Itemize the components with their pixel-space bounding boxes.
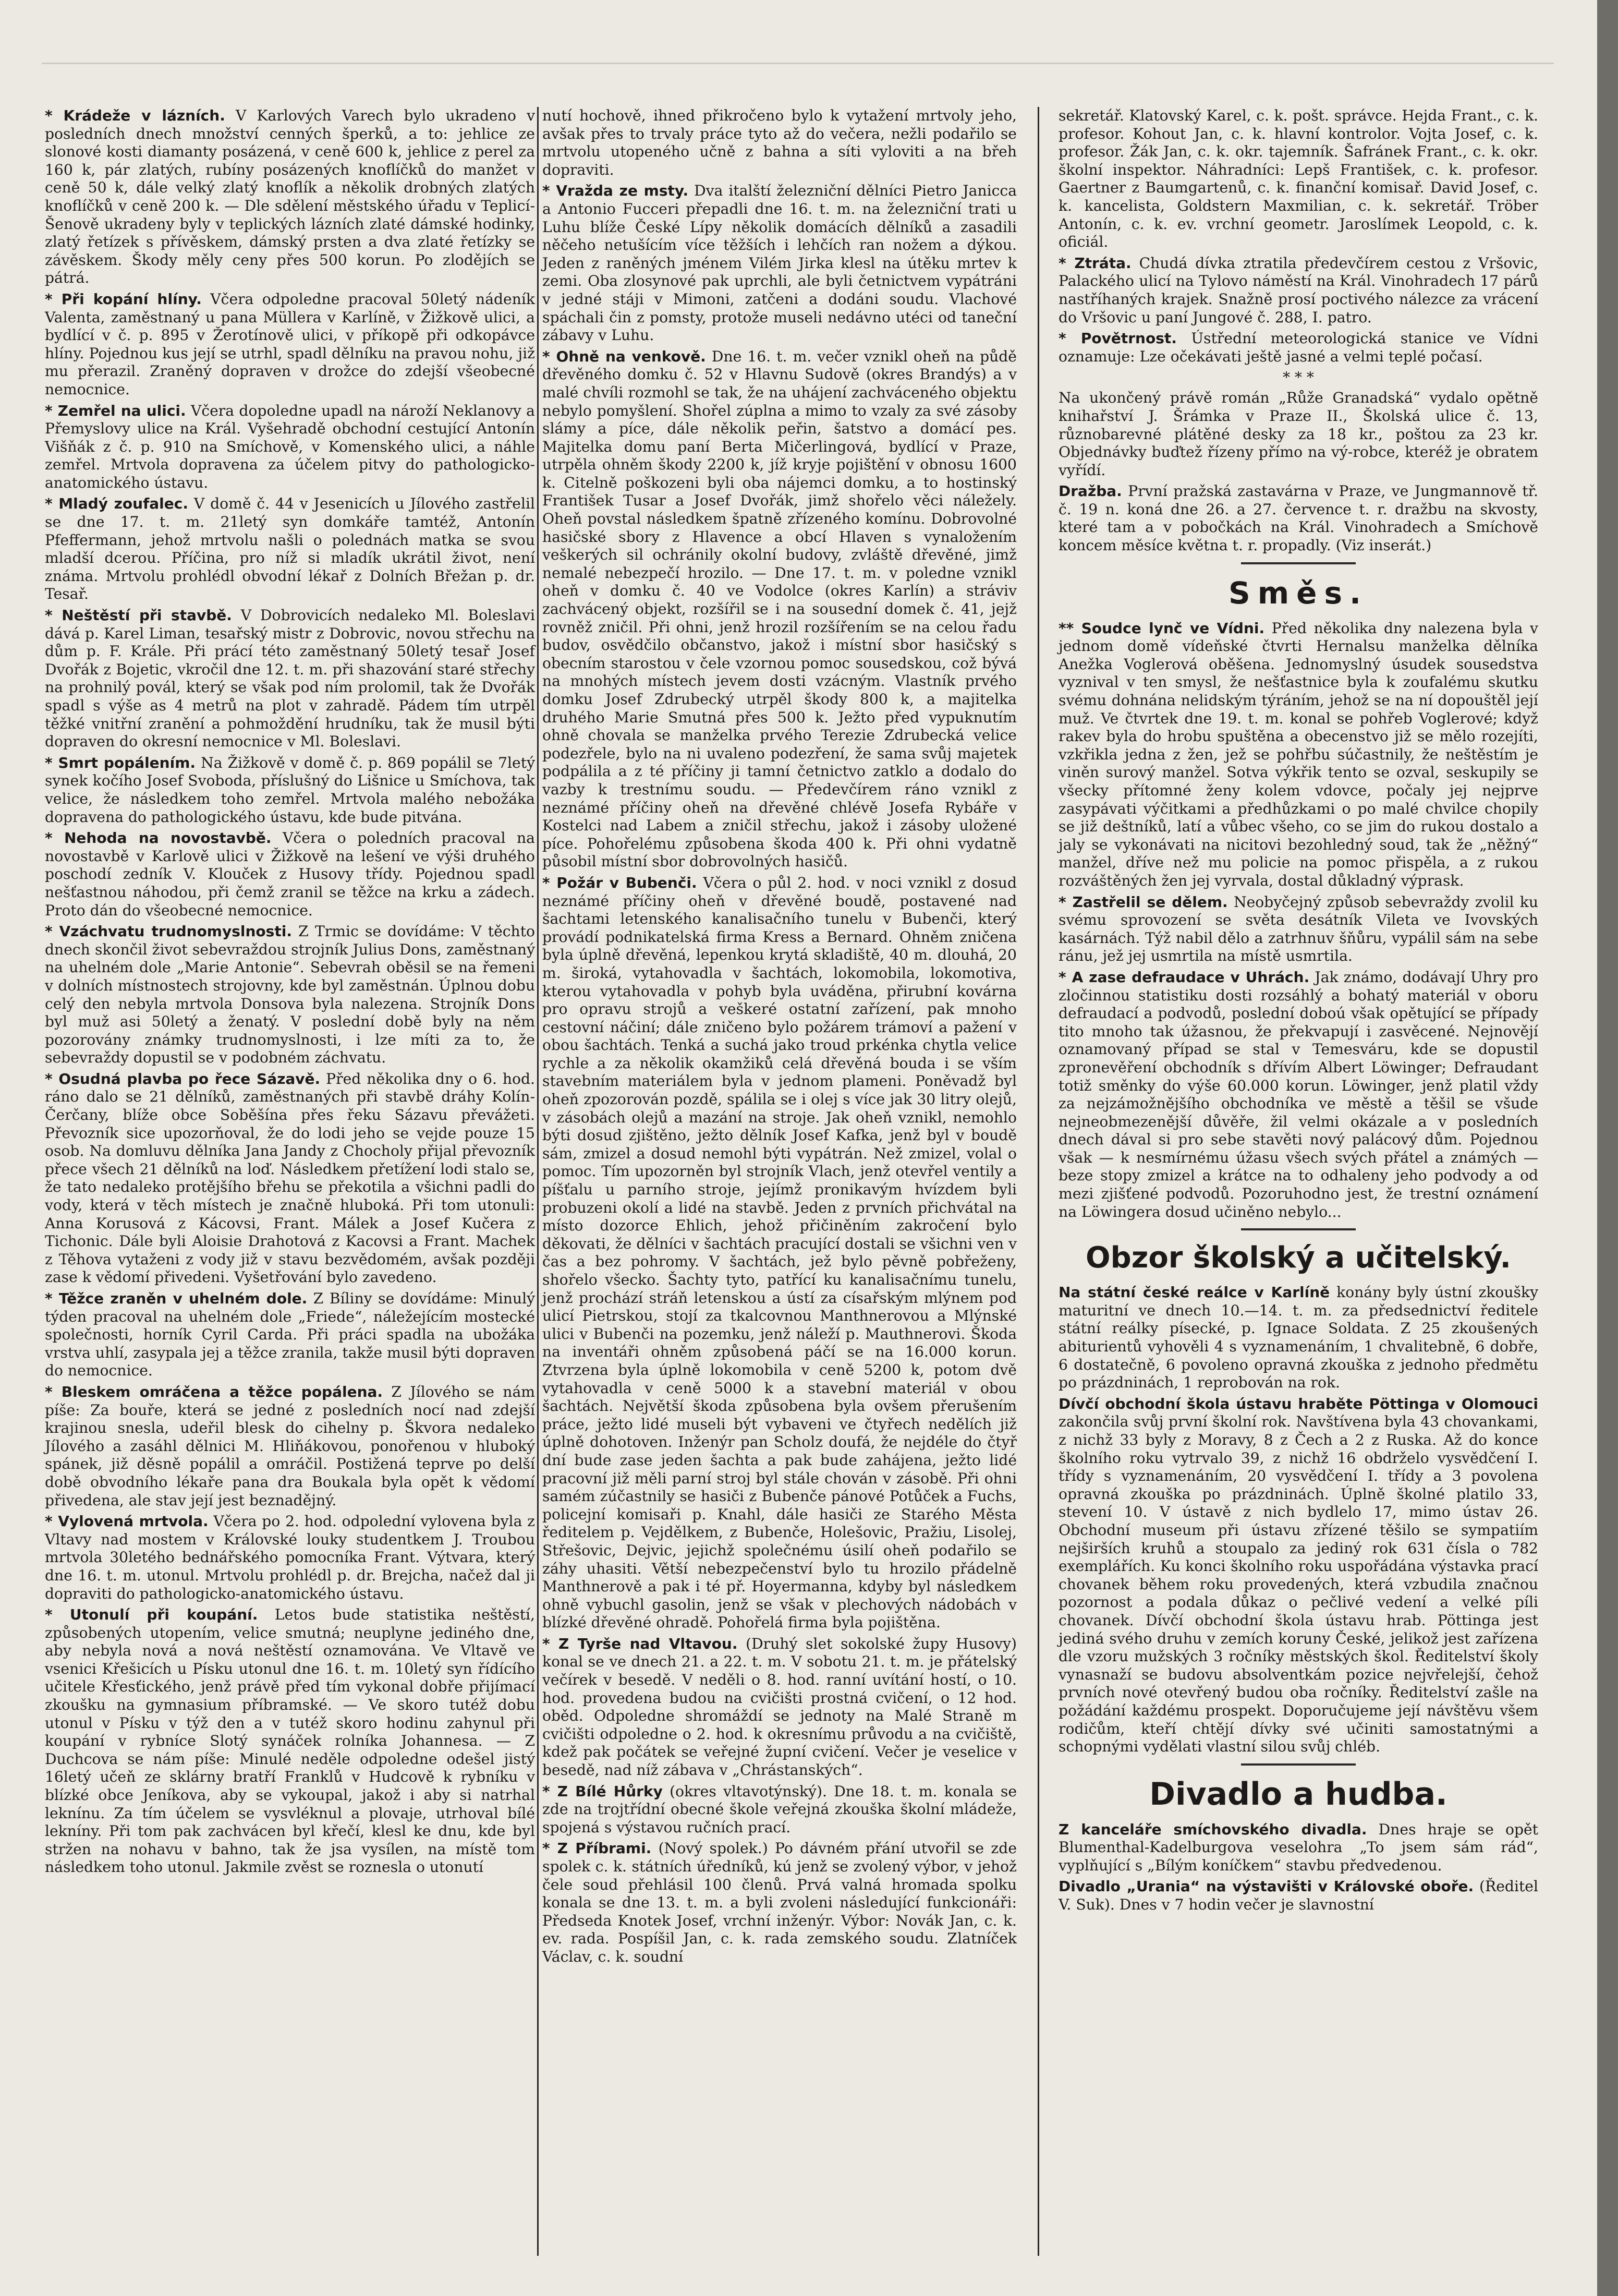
- news-body: Z Jílového se nám píše: Za bouře, která se jedné z posledních nocí nad zdejší krajinou snesla, udeřil blesk do cihelny p. Škvora nedaleko Jílového a zasáhl dělnici M. Hliňákovou, ponořenou v hluboký spánek, již děsně popálil a omráčil. Postižená teprve po delší době obvodního lékaře pana dra Boukala byla opět k vědomí přivedena, ale stav její jest beznadějný.: [45, 1383, 535, 1509]
- horizontal-rule: [1241, 1228, 1356, 1230]
- news-body: (Ředitel V. Suk). Dnes v 7 hodin večer je slavnostní: [1059, 1878, 1538, 1914]
- news-headline: * Vražda ze msty.: [542, 182, 689, 200]
- news-headline: * Utonulí při koupání.: [45, 1606, 258, 1624]
- news-headline: * Z Příbrami.: [542, 1840, 652, 1857]
- news-body: (Druhý slet sokolské župy Husovy) konal se ve dnech 21. a 22. t. m. V sobotu 21. t. m. je přátelský večírek v besedě. V neděli o 8. hod. ranní uvítání hostí, o 10. hod. provedena budou na cvičišti prostná cvičení, o 12 hod. oběd. Odpoledne shromáždí se jednoty na Malé Straně m cvičišti odpoledne o 2. hod. k okresnímu průvodu a na cvičiště, kdež pak počátek se veřejné župní cvičení. Večer je veselice v besedě, nad níž zábava v „Chrástanských“.: [542, 1635, 1017, 1779]
- news-body: Chudá dívka ztratila předevčírem cestou z Vršovic, Palackého ulicí na Tylovo náměstí na Král. Vinohradech 17 párů nastříhaných krajek. Snažně prosí poctivého nálezce za vrácení do Vršovic u paní Jungové č. 288, I. patro.: [1059, 254, 1538, 326]
- news-item: [542, 348, 1017, 871]
- column-three: [1059, 107, 1538, 1917]
- news-body: Ústřední meteorologická stanice ve Vídni oznamuje: Lze očekávati ještě jasné a velmi teplé počasí.: [1059, 330, 1538, 365]
- news-item: [1059, 969, 1538, 1221]
- news-item: [45, 291, 535, 399]
- news-headline: * Z Tyrše nad Vltavou.: [542, 1635, 738, 1652]
- news-item: [45, 923, 535, 1067]
- news-body: Z Bíliny se dovídáme: Minulý týden pracoval na uhelném dole „Friede“, náležejícím mostecké společnosti, horník Cyril Carda. Při práci spadla na ubožáka vrstva uhlí, zasypala jej a těžce zranila, takže musil býti dopraven do nemocnice.: [45, 1290, 536, 1380]
- news-headline: * Ohně na venkově.: [542, 347, 706, 365]
- news-headline: * Neštěstí při stavbě.: [45, 607, 232, 624]
- news-body: Na ukončený právě román „Růže Granadská“ vydalo opětně knihařství J. Šrámka v Praze II., Školská ulice č. 13, různobarevné plátěné desky za 18 kr., poštou za 23 kr. Objednávky buďtež řízeny přímo na vý-robce, kteréž je obratem vyřídí.: [1059, 389, 1538, 479]
- news-item: [45, 1290, 535, 1380]
- column-one: [45, 107, 535, 1880]
- news-body: Na Žižkově v domě č. p. 869 popálil se 7letý synek kočího Josef Svoboda, příslušný do Lišnice u Smíchova, tak velice, že následkem toho zemřel. Mrtvola malého nebožáka dopravena do pathologického ústavu, kde bude pitvána.: [45, 754, 535, 826]
- news-item: [45, 107, 535, 287]
- news-headline: * Vzáchvatu trudnomyslnosti.: [45, 923, 292, 940]
- news-headline: * Požár v Bubenči.: [542, 874, 697, 891]
- news-headline: Dražba.: [1059, 482, 1122, 500]
- section-heading: Směs.: [1228, 575, 1369, 611]
- news-body: Neobyčejný způsob sebevraždy zvolil ku svému sprovození se světa desátník Vileta ve Ivovských kasárnách. Týž nabil dělo a zatrhnuv šňůru, vypálil sám na sebe ránu, jež jej usmrtila na místě usmrtila.: [1059, 893, 1538, 965]
- news-body: konány byly ústní zkoušky maturitní ve dnech 10.—14. t. m. za předsednictví ředitele státní reálky písecké, p. Ignace Soldata. Z 25 zkoušených abiturientů vyhověli 4 s vyznamenáním, 1 chvalitebně, 6 dobře, 6 dostatečně, 6 povoleno opravná zkouška z jednoho předmětu po prázdninách, 1 reprobován na rok.: [1059, 1284, 1538, 1392]
- news-item: [1059, 1395, 1538, 1756]
- news-body: zakončila svůj první školní rok. Navštívena byla 43 chovankami, z nichž 33 byly z Moravy, 8 z Čech a 2 z Ruska. Až do konce školního roku vytrvalo 39, z nichž 16 obdrželo vysvědčení I. třídy s vyznamenáním, 20 vysvědčení I. třídy a 3 povolena opravná zkouška po prázdninách. Úplně školné platilo 33, stevení 10. V ústavě z nich bydlelo 17, mimo ústav 26. Obchodní museum při ústavu zřízené těšilo se sympatiím nejširších kruhů a stoupalo za jediný rok 631 čísla o 782 exemplářích. Ku konci školního roku uspořádána výstavka prací chovanek během roku provedených, která vzbudila značnou pozornost a podala důkaz o pečlivé vedení a velké píli chovanek. Dívčí obchodní škola ústavu hrab. Pöttinga jest jediná svého druhu v zemích koruny České, jelikož jest zařízena dle vzoru mužských 3 ročníky městských škol. Ředitelství školy vynasnaží se budovu absolventkám pozice nejvřelejší, čehož prvních nové otevřený budou oba ročníky. Ředitelství zašle na požádání každému prospekt. Doporučujeme její návštěvu všem rodičům, kteří chtějí dívky své učiniti samostatnými a schopnými vydělati vlastní silou svůj chléb.: [1059, 1413, 1538, 1756]
- news-body: sekretář. Klatovský Karel, c. k. pošt. správce. Hejda Frant., c. k. profesor. Kohout Jan, c. k. hlavní kontrolor. Vojta Josef, c. k. profesor. Žák Jan, c. k. okr. tajemník. Šafránek Frant., c. k. okr. školní inspektor. Náhradníci: Lepš František, c. k. profesor. Gaertner z Baumgartenů, c. k. finanční komisař. David Josef, c. k. kancelista, Goldstern Maxmilian, c. k. sekretář. Tröber Antonín, c. k. ev. vrchní geometr. Jaroslímek Leopold, c. k. oficiál.: [1059, 107, 1538, 251]
- news-body: V Karlových Varech bylo ukradeno v posledních dnech množství cenných šperků, a to: jehlice ze slonové kosti diamanty posázená, v ceně 600 k, jehlice z perel za 160 k, pár zlatých, rubíny posázených knoflíčků do manžet v ceně 50 k, dále velký zlatý knoflík a několik drobných zlatých knoflíčků v ceně 200 k. — Dle sdělení městského úřadu v Teplicí-Šenově ukradeny byly v teplických lázních zlaté dámské hodinky, zlatý řetízek s přívěskem, dámský prsten a dva zlaté řetízky se závěskem. Škody měly ceny přes 500 korun. Po zlodějích se pátrá.: [45, 107, 535, 287]
- news-body: Včera dopoledne upadl na nároží Neklanovy a Přemyslovy ulice na Král. Vyšehradě obchodní cestující Antonín Višňák z č. p. 910 na Smíchově, v Komenského ulici, a náhle zemřel. Mrtvola dopravena za účelem pitvy do pathologicko-anatomického ústavu.: [45, 402, 535, 491]
- news-item: [542, 107, 1017, 179]
- news-headline: Z kanceláře smíchovského divadla.: [1059, 1820, 1367, 1838]
- section-heading: Obzor školský a učitelský.: [1086, 1241, 1511, 1275]
- news-item: [1059, 1821, 1538, 1875]
- news-body: Včera o poledních pracoval na novostavbě v Karlově ulici v Žižkově na lešení ve výši druhého poschodí zedník V. Klouček z Husovy třídy. Pojednou spadl nešťastnou náhodou, při čemž zranil se těžce na krku a zádech. Proto dán do všeobecné nemocnice.: [45, 829, 535, 919]
- news-item: [542, 1783, 1017, 1837]
- news-body: Včera odpoledne pracoval 50letý nádeník Valenta, zaměstnaný u pana Müllera v Karlíně, v Žižkově ulici, a bydlící v č. p. 895 v Žerotínově ulici, v příkopě při odkopávce hlíny. Pojednou kus její se utrhl, spadl dělníku na pravou nohu, již mu přerazil. Zraněný dopraven v drožce do zdejší všeobecné nemocnice.: [45, 290, 535, 398]
- news-item: [542, 182, 1017, 344]
- news-headline: * Osudná plavba po řece Sázavě.: [45, 1070, 321, 1087]
- news-headline: * Vylovená mrtvola.: [45, 1513, 209, 1530]
- news-body: První pražská zastavárna v Praze, ve Jungmannově tř. č. 19 n. koná dne 26. a 27. července t. r. dražbu na skvosty, které tam a v pobočkách na Král. Vinohradech a Smíchově koncem měsíce května t. r. propadly. (Viz inserát.): [1059, 482, 1538, 554]
- news-item: [45, 495, 535, 603]
- column-divider: [537, 107, 539, 2256]
- news-headline: * Krádeže v lázních.: [45, 107, 225, 124]
- news-item: [542, 1635, 1017, 1780]
- news-item: [45, 1070, 535, 1287]
- news-item: [45, 1383, 535, 1509]
- news-item: [45, 402, 535, 492]
- news-headline: * Zastřelil se dělem.: [1059, 893, 1228, 911]
- horizontal-rule: [1241, 562, 1356, 564]
- news-headline: Dívčí obchodní škola ústavu hraběte Pöttinga v Olomouci: [1059, 1395, 1538, 1412]
- news-body: Před několika dny nalezena byla v jednom domě vídeňské čtvrti Hernalsu manželka dělníka Anežka Voglerová oběšena. Jednomyslný úsudek sousedstva vyznival v ten smysl, že nešťastnice byla k zoufalému skutku svému dohnána nelidským týráním, jehož se na ní dopouštěl její muž. Ve čtvrtek dne 19. t. m. konal se pohřeb Voglerové; když rakev byla do hrobu spuštěna a obecenstvo již se mělo rozejíti, vzkřikla jedna z žen, jež se pohřbu súčastnily, že neštěstím je viněn surový manžel. Sotva výkřik tento se ozval, seskupily se všecky přítomné ženy kolem vdovce, počaly jej nejprve zasypávati výčitkami a předhůzkami o po malé chvilce chopily se již deštníků, latí a vůbec všeho, co se jim do rukou dostalo a jaly se vykonávati na nicitovi bezohledný soud, tak že „něžný“ manžel, dříve než mu policie na pomoc přispěla, a z rukou rozváštěných žen jej vyrvala, dostal důkladný výprask.: [1059, 619, 1538, 889]
- news-headline: * Nehoda na novostavbě.: [45, 829, 272, 847]
- news-body: Z Trmic se dovídáme: V těchto dnech skončil život sebevraždou strojník Julius Dons, zaměstnaný na uhelném dole „Marie Antonie“. Sebevrah oběsil se na řemeni v dolních místnostech strojovny, kde byl zaměstnán. Úplnou dobu celý den nebyla mrtvola Donsova byla nalezena. Strojník Dons byl muž asi 50letý a ženatý. V poslední době byly na něm pozorovány známky trudnomyslnosti, i lze míti za to, že sebevraždy dopustil se v podobném záchvatu.: [45, 923, 535, 1067]
- news-headline: * Při kopání hlíny.: [45, 290, 202, 308]
- news-item: [1059, 482, 1538, 554]
- news-body: Jak známo, dodávají Uhry pro zločinnou statistiku dosti rozsáhlý a bohatý materiál v oboru defraudací a podvodů, poslední doboú však opětující se případy tito mnoho tak úžasnou, že překvapují i zasvěcené. Nejnovějí oznamovaný případ se stal v Temesváru, kde se dopustil zpronevěření obchodník s dřívím Albert Löwinger; Defraudant totiž směnky do výše 60.000 korun. Löwinger, jenž platil vždy za nejzámožnějšího obchodníka ve městě a těšil se všude nejneobmezenější důvěře, žil velmi okázale a v posledních dnech dával si pro sebe stavěti nový palácový dům. Pojednou však — k nesmírnému úžasu všech svých přátel a známých — beze stopy zmizel a krátce na to odhaleny jeho podvody a od mezi zjišťené podvodů. Pozoruhodno jest, že trestní oznámení na Löwingera dosud učiněno nebylo...: [1059, 968, 1538, 1220]
- news-item: [45, 1513, 535, 1603]
- paper-scratch-decoration: [42, 63, 1554, 64]
- news-body: (Nový spolek.) Po dávném přání utvořil se zde spolek c. k. státních úředníků, kú jenž se zvolený výbor, v jehož čele soud přehlásil 100 členů. Prvá valná hromada spolku konala se dne 13. t. m. a byli zvoleni následující funkcionáři: Předseda Knotek Josef, vrchní inženýr. Výbor: Novák Jan, c. k. ev. rada. Pospíšil Jan, c. k. rada zemského soudu. Zlatníček Václav, c. k. soudní: [542, 1840, 1017, 1965]
- news-body: Dnes hraje se opět Blumenthal-Kadelburgova veselohra „To jsem sám rád“, vyplňující s „Bílým koníčkem“ stavbu předvedenou.: [1059, 1820, 1539, 1874]
- news-headline: * A zase defraudace v Uhrách.: [1059, 968, 1310, 986]
- news-body: Letos bude statistika neštěstí, způsobených utopením, velice smutná; neuplyne jediného dne, aby nebyla nová a nová neštěstí oznamována. Ve Vltavě ve vsenici Křešicích u Písku utonul dne 16. t. m. 10letý syn řídícího učitele Křesťického, jenž právě před tím vykonal dobře přijímací zkoušku na gymnasium příbramské. — Ve skoro tutéž dobu utonul v Písku v týž den a v tutéž skoro hodinu zahynul při koupání v rybníce Slotý synáček rolníka Johannesa. — Z Duchcova se nám píše: Minulé neděle odpoledne odešel jistý 16letý učeň ze sklárny bratří Franklů v Hudcově k rybníku v blízké obce Jeníkova, aby se vykoupal, jakož i aby si natrhal leknínu. Za tím účelem se vysvléknul a plovaje, utrhoval bílé lekníny. Při tom pak zachvácen byl křečí, klesl ke dnu, kde byl stržen na nohavu v bahno, tak že jsa vysílen, na místě tom následkem toho utonul. Jakmile zvěst se roznesla o utonutí: [45, 1606, 535, 1876]
- column-two: [542, 107, 1017, 1969]
- separator-stars: * * *: [1283, 369, 1314, 386]
- news-body: V Dobrovicích nedaleko Ml. Boleslavi dává p. Karel Liman, tesařský mistr z Dobrovic, novou střechu na dům p. F. Krále. Při prácí této zaměstnaný 50letý tesař Josef Dvořák z Bojetic, vkročil dne 12. t. m. při shazování staré střechy na prohnilý povál, který se však pod ním prolomil, tak že Dvořák spadl s výše as 4 metrů na plot v zahradě. Pádem tím utrpěl těžké vnitřní zranění a pohmoždění hrudníku, tak že musil býti dopraven do okresní nemocnice v Ml. Boleslavi.: [45, 607, 535, 751]
- horizontal-rule: [1241, 1763, 1356, 1766]
- news-headline: * Bleskem omráčena a těžce popálena.: [45, 1383, 383, 1400]
- news-item: [1059, 893, 1538, 965]
- section-heading: Divadlo a hudba.: [1149, 1775, 1447, 1812]
- news-body: V domě č. 44 v Jesenicích u Jílového zastřelil se dne 17. t. m. 21letý syn domkáře tamtéž, Antonín Pfeffermann, jehož mrtvolu našli o polednách matka se svou mladší dcerou. Příčina, pro níž si mladík ukrátil život, není známa. Mrtvolu prohlédl obvodní lékař z Dolních Břežan p. dr. Tesař.: [45, 495, 535, 603]
- page-edge-shadow: [1597, 0, 1618, 2296]
- news-headline: * Těžce zraněn v uhelném dole.: [45, 1290, 308, 1307]
- column-divider: [1038, 107, 1039, 2256]
- news-item: [45, 1606, 535, 1877]
- news-body: (okres vltavotýnský). Dne 18. t. m. konala se zde na trojtřídní obecné škole veřejná zkouška školní mládeže, spojená s výstavou ručních prací.: [542, 1782, 1017, 1836]
- news-item: [1059, 330, 1538, 366]
- news-headline: * Zemřel na ulici.: [45, 402, 186, 419]
- news-body: Včera o půl 2. hod. v noci vznikl z dosud neznámé příčiny oheň v dřevěné boudě, postavené nad šachtami letenského kanalisačního tunelu v Bubenči, který provádí podnikatelská firma Kress a Bernard. Ohněm zničena byla úplně dřevěná, lepenkou krytá skladiště, 40 m. dlouhá, 20 m. široká, vytahovadla v šachtách, lokomobila, lokomotiva, kterou vytahovadla v pohyb byla uváděna, přirubní kovárna pro opravu strojů a veškeré ostatní zařízení, pak mnoho cestovní náčiní; dále zničeno bylo požárem trámoví a pažení v obou šachtách. Tenká a suchá jako troud prkénka chytla velice rychle a za několik okamžiků celá dřevěná bouda i se vším stavebním materiálem byla v jednom plameni. Poněvadž byl oheň zpozorován pozdě, spálila se i olej s více jak 30 litry olejů, v zásobách olejů a mazání na stroje. Jak oheň vznikl, nemohlo býti dosud zjištěno, ježto dělník Josef Kafka, jenž byl v boudě sám, zmizel a dosud nemohl býti vypátrán. Než zmizel, volal o pomoc. Tím upozorněn byl strojník Vlach, jenž otevřel ventily a píšťalu u parního stroje, jejímž pronikavým hvízdem byli probuzeni okolí a lidé na stavbě. Jeden z prvních přichvátal na místo dozorce Ehlich, jehož přičiněním zakročení bylo děkovati, že dělníci v šachtách pracující dostali se všichni ven v čas a bez pohromy. V šachtách, jež bylo pěvně pobřeženy, shořelo všecko. Šachty tyto, patřící ku kanalisačnímu tunelu, jenž prochází stráň letenskou a ústí za císařským mlýnem pod ulicí Pietrskou, stojí za tkalcovnou Manthnerovou a Mlýnské ulici v Bubenči na pozemku, jenž náleží p. Mauthnerovi. Škoda na inventáři ohněm způsobená páčí se na 16.000 korun. Ztvrzena byla úplně lokomobila v ceně 5200 k, potom dvě vytahovadla v ceně 5000 k a stavební materiál v obou šachtách. Největší škoda způsobena byla ovšem přerušením práce, ježto lidé museli být vybaveni ve čtyřech nedělích již úplně dohotoven. Inženýr pan Scholz doufá, že nejdéle do čtyř dní bude zase jeden šachta a pak bude zahájena, ježto lidé pracovní již měli parní stroj byl stále chován v zásobě. Při ohni samém zúčastnily se hasiči z Bubenče pánové Potůček a Fuchs, policejní komisaři p. Knahl, dále hasiči ze Starého Města ředitelem p. Vejdělkem, z Bubenče, Holešovic, Pražiu, Lisolej, Střešovic, Dejvic, jejichž společnému úsilí oheň podařilo se záhy uhasiti. Větší nebezpečenství bylo tu hrozilo přádelně Manthnerově a pak i té př. Hoyermanna, kdyby byl následkem ohně vybuchl gasolin, jenž se však v plechových nádobách v blízké dřevěné ohradě. Pohořelá firma byla pojištěna.: [542, 874, 1017, 1632]
- news-item: [1059, 107, 1538, 251]
- news-item: [542, 1840, 1017, 1966]
- news-item: [1059, 1878, 1538, 1914]
- news-item: [45, 829, 535, 920]
- news-headline: * Ztráta.: [1059, 254, 1132, 272]
- news-item: [1059, 255, 1538, 327]
- news-body: Dva italští železniční dělníci Pietro Janicca a Antonio Fucceri přepadli dne 16. t. m. na železniční trati u Luhu blíže České Lípy několik domácích dělníků a zasadili něčeho netušícím více těžších i lehčích ran nožem a dýkou. Jeden z raněných jménem Vilém Jirka klesl na útěku mrtev k zemi. Oba zlosynové pak uprchli, ale byli četnictvem vypátráni v jedné stáji v Mimoni, zatčeni a dodáni soudu. Vlachové spáchali čin z pomsty, protože museli nedávno utéci od taneční zábavy v Luhu.: [542, 182, 1017, 344]
- news-item: [1059, 389, 1538, 479]
- news-item: [45, 607, 535, 751]
- news-headline: * Smrt popálením.: [45, 754, 196, 771]
- news-headline: Na státní české reálce v Karlíně: [1059, 1284, 1330, 1301]
- news-body: nutí hochově, ihned přikročeno bylo k vytažení mrtvoly jeho, avšak přes to trvaly práce tyto až do večera, nežli podařilo se mrtvolu utopeného učně z bahna a síti vyloviti a na břeh dopraviti.: [542, 107, 1017, 178]
- news-item: [1059, 620, 1538, 890]
- news-body: Před několika dny o 6. hod. ráno dalo se 21 dělníků, zaměstnaných při stavbě dráhy Kolín-Čerčany, blíže obce Soběšína přes řeku Sázavu převážeti. Převozník sice upozorňoval, že do lodi jeho se vejde pouze 15 osob. Na domluvu dělníka Jana Jandy z Chocholy přijal převozník přece všech 21 dělníků na loď. Následkem přetížení lodi stalo se, že tato nedaleko protějšího břehu se překotila a všichni padli do vody, která v těch místech je značně hluboká. Při tom utonuli: Anna Korusová z Kácovsi, Frant. Málek a Josef Kučera z Tichonic. Dále byli Aloisie Drahotová z Kacovsi a Frant. Machek z Těhova vytaženi z vody již v stavu bezvědomém, avšak později zase k vědomí přivedeni. Vyšetřování bylo zavedeno.: [45, 1070, 535, 1286]
- news-item: [1059, 1284, 1538, 1392]
- news-body: Včera po 2. hod. odpolední vylovena byla z Vltavy nad mostem v Královské louky studentkem J. Troubou mrtvola 30letého bednářského pomocníka Frant. Výtvara, který dne 16. t. m. utonul. Mrtvolu prohlédl p. dr. Brejcha, načež dal ji dopraviti do pathologicko-anatomického ústavu.: [45, 1513, 536, 1602]
- news-item: [45, 754, 535, 826]
- news-headline: ** Soudce lynč ve Vídni.: [1059, 619, 1265, 637]
- news-headline: Divadlo „Urania“ na výstavišti v Královské oboře.: [1059, 1878, 1474, 1895]
- news-headline: * Z Bílé Hůrky: [542, 1782, 663, 1800]
- news-headline: * Mladý zoufalec.: [45, 495, 188, 513]
- news-item: [542, 874, 1017, 1632]
- news-headline: * Povětrnost.: [1059, 330, 1177, 347]
- news-body: Dne 16. t. m. večer vznikl oheň na půdě dřevěného domku č. 52 v Hlavnu Sudově (okres Brandýs) a v malé chvíli rozmohl se tak, že na uhájení zachváceného objektu nebylo pomyšlení. Shořel zúplna a mimo to vzaly za své zásoby slámy a píce, dále několik peřin, šatstvo a domácí pes. Majitelka domu paní Berta Mičerlingová, bydlící v Praze, utrpěla ohněm škody 2200 k, jíž kryje pojištění v obnosu 1600 k. Citelně poškozeni byli oba nájemci domku, a to hostinský František Tusar a Josef Dvořák, jimž shořelo věci náležely. Oheň povstal následkem špatně zřízeného komínu. Dobrovolné hasičské sbory z Hlavence a obcí Hlaven s vynaložením veškerých sil ochránily okolní budovy, zvláště dřevěné, jimž nemalé nebezpečí hrozilo. — Dne 17. t. m. v poledne vznikl oheň v domku č. 40 ve Vodolce (okres Karlín) a stráviv zachvácený objekt, rozšířil se i na sousední domek č. 41, jejž rovněž zničil. Při ohni, jenž hrozil rozšířením se na celou řadu budov, osvědčilo občanstvo, jakož i místní sbor hasičský s obecním starostou v čele vzornou pomoc sousedskou, což bývá na mnohých místech jevem dosti vzácným. Vlastník prvého domku Josef Zdrubecký utrpěl škody 800 k, a majitelka druhého Marie Smutná přes 500 k. Ježto před vypuknutím ohně chovala se manželka prvého Terezie Zdrubecká velice podezřele, bylo na ni uvaleno podezření, že sama svůj majetek podpálila a z té příčiny ji tamní četnictvo zatklo a dodalo do vazby k trestnímu soudu. — Předevčírem ráno vznikl z neznámé příčiny oheň na dřevěné chlévě Josefa Rybáře v Kostelci nad Labem a zničil střechu, jakož i zásoby uložené píce. Pohořelému způsobena škoda 400 k. Při ohni vydatně působil místní sbor dobrovolných hasičů.: [542, 347, 1017, 871]
